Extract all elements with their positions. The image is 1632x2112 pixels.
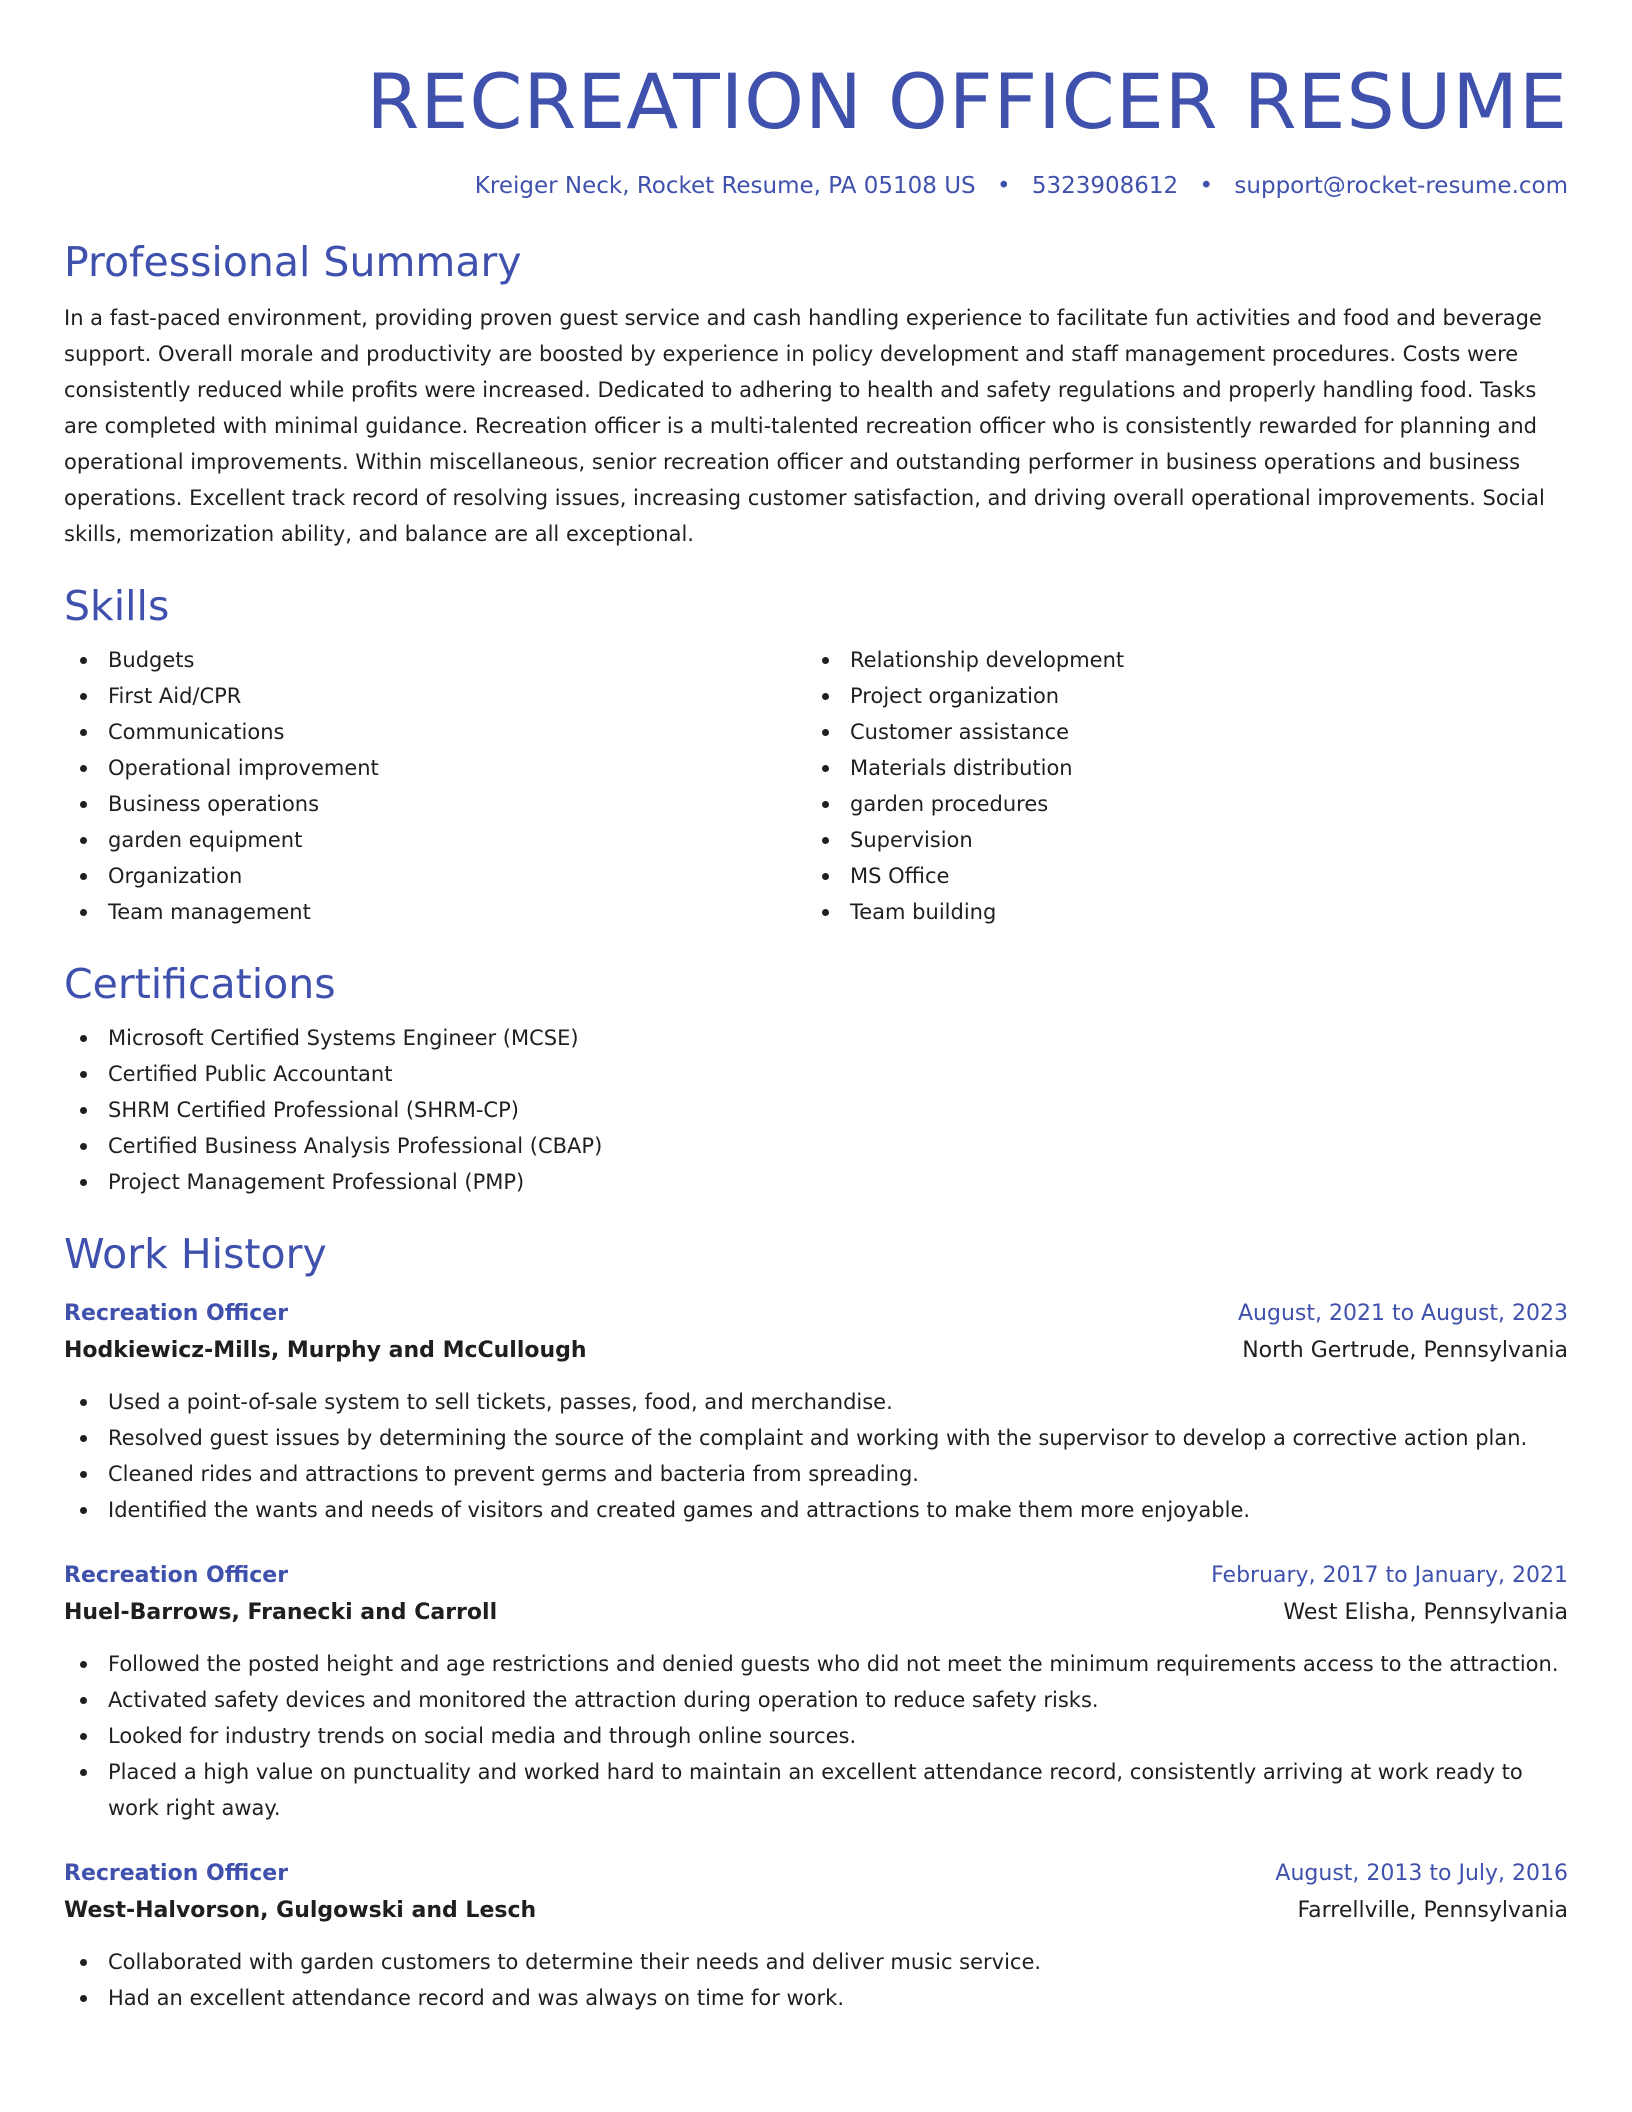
- job-header-row: [64, 1296, 1568, 1332]
- job-location: Farrellville, Pennsylvania: [1297, 1898, 1568, 1923]
- job-title: Recreation Officer: [64, 1301, 289, 1326]
- job-duty-item: Placed a high value on punctuality and worked hard to maintain an excellent attendance record, consistently arriving at work ready to work right away.: [64, 1754, 1568, 1826]
- skill-item: Organization: [64, 858, 806, 894]
- job-duty-item: Identified the wants and needs of visitors and created games and attractions to make them more enjoyable.: [64, 1492, 1568, 1528]
- job-header-row: [64, 1558, 1568, 1594]
- skill-item: Communications: [64, 714, 806, 750]
- job-company-row: [64, 1892, 1568, 1930]
- skill-item: Relationship development: [806, 642, 1548, 678]
- job-duty-item: Activated safety devices and monitored the attraction during operation to reduce safety risks.: [64, 1682, 1568, 1718]
- contact-email: support@rocket-resume.com: [1234, 173, 1568, 199]
- skills-list-left: [64, 642, 806, 930]
- job-entry: [64, 1558, 1568, 1826]
- job-title: Recreation Officer: [64, 1861, 289, 1886]
- section-title-certifications: Certifications: [64, 960, 336, 1008]
- job-company: Hodkiewicz-Mills, Murphy and McCullough: [64, 1338, 587, 1363]
- skill-item: Team management: [64, 894, 806, 930]
- contact-phone: 5323908612: [1031, 173, 1179, 199]
- contact-address: Kreiger Neck, Rocket Resume, PA 05108 US: [474, 173, 976, 199]
- section-title-work-history: Work History: [64, 1230, 327, 1278]
- job-dates: February, 2017 to January, 2021: [1211, 1563, 1568, 1588]
- skills-grid: [64, 642, 1568, 930]
- job-duties-list: [64, 1944, 1568, 2016]
- job-company-row: [64, 1332, 1568, 1370]
- skill-item: Business operations: [64, 786, 806, 822]
- contact-separator: •: [1199, 173, 1214, 199]
- certification-item: Certified Public Accountant: [64, 1056, 1568, 1092]
- certifications-section: [64, 956, 1568, 1200]
- work-history-section: [64, 1226, 1568, 2016]
- job-title: Recreation Officer: [64, 1563, 289, 1588]
- certification-item: Project Management Professional (PMP): [64, 1164, 1568, 1200]
- job-duty-item: Cleaned rides and attractions to prevent germs and bacteria from spreading.: [64, 1456, 1568, 1492]
- job-company-row: [64, 1594, 1568, 1632]
- job-company: Huel-Barrows, Franecki and Carroll: [64, 1600, 498, 1625]
- job-duty-item: Collaborated with garden customers to determine their needs and deliver music service.: [64, 1944, 1568, 1980]
- certification-item: Certified Business Analysis Professional (CBAP): [64, 1128, 1568, 1164]
- job-duties-list: [64, 1384, 1568, 1528]
- job-duty-item: Looked for industry trends on social media and through online sources.: [64, 1718, 1568, 1754]
- job-header-row: [64, 1856, 1568, 1892]
- job-location: West Elisha, Pennsylvania: [1283, 1600, 1568, 1625]
- job-duty-item: Followed the posted height and age restrictions and denied guests who did not meet the minimum requirements access to the attraction.: [64, 1646, 1568, 1682]
- contact-line: [64, 170, 1568, 202]
- job-duties-list: [64, 1646, 1568, 1826]
- skill-item: Supervision: [806, 822, 1548, 858]
- job-entry: [64, 1856, 1568, 2016]
- job-duty-item: Used a point-of-sale system to sell tickets, passes, food, and merchandise.: [64, 1384, 1568, 1420]
- job-dates: August, 2013 to July, 2016: [1275, 1861, 1568, 1886]
- skill-item: MS Office: [806, 858, 1548, 894]
- skill-item: Team building: [806, 894, 1548, 930]
- section-title-summary: Professional Summary: [64, 238, 522, 286]
- job-company: West-Halvorson, Gulgowski and Lesch: [64, 1898, 537, 1923]
- skill-item: Budgets: [64, 642, 806, 678]
- skill-item: Materials distribution: [806, 750, 1548, 786]
- summary-section: [64, 234, 1568, 552]
- skill-item: Customer assistance: [806, 714, 1548, 750]
- skill-item: garden procedures: [806, 786, 1548, 822]
- skill-item: Operational improvement: [64, 750, 806, 786]
- certification-item: Microsoft Certified Systems Engineer (MCSE): [64, 1020, 1568, 1056]
- skill-item: garden equipment: [64, 822, 806, 858]
- resume-name: RECREATION OFFICER RESUME: [366, 57, 1568, 146]
- job-dates: August, 2021 to August, 2023: [1238, 1301, 1568, 1326]
- contact-separator: •: [996, 173, 1011, 199]
- skill-item: First Aid/CPR: [64, 678, 806, 714]
- skills-column-left: [64, 642, 806, 930]
- job-entry: [64, 1296, 1568, 1528]
- certifications-list: [64, 1020, 1568, 1200]
- resume-header: [64, 54, 1568, 202]
- skills-section: [64, 578, 1568, 930]
- certification-item: SHRM Certified Professional (SHRM-CP): [64, 1092, 1568, 1128]
- summary-text: In a fast-paced environment, providing proven guest service and cash handling experience to facilitate fun activities and food and beverage support. Overall morale and productivity are boosted by experience in policy development and staff management procedures. Costs were consistently reduced while profits were increased. Dedicated to adhering to health and safety regulations and properly handling food. Tasks are completed with minimal guidance. Recreation officer is a multi-talented recreation officer who is consistently rewarded for planning and operational improvements. Within miscellaneous, senior recreation officer and outstanding performer in business operations and business operations. Excellent track record of resolving issues, increasing customer satisfaction, and driving overall operational improvements. Social skills, memorization ability, and balance are all exceptional.: [64, 306, 1545, 546]
- skills-column-right: [806, 642, 1548, 930]
- job-location: North Gertrude, Pennsylvania: [1242, 1338, 1568, 1363]
- job-duty-item: Had an excellent attendance record and was always on time for work.: [64, 1980, 1568, 2016]
- skill-item: Project organization: [806, 678, 1548, 714]
- job-duty-item: Resolved guest issues by determining the source of the complaint and working with the supervisor to develop a corrective action plan.: [64, 1420, 1568, 1456]
- skills-list-right: [806, 642, 1548, 930]
- section-title-skills: Skills: [64, 582, 170, 630]
